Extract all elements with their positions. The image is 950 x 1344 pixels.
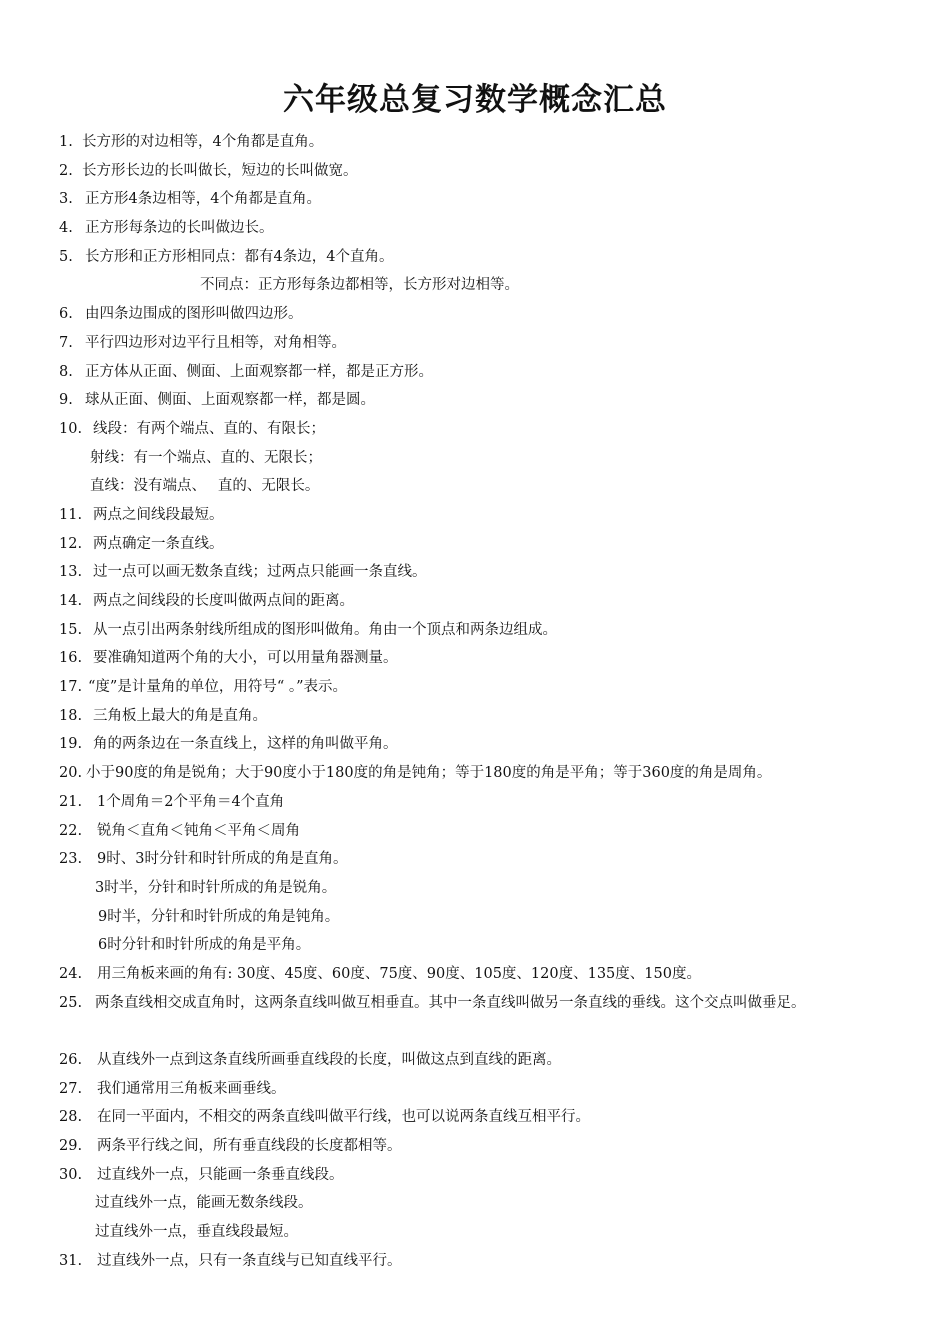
list-item — [0, 931, 950, 960]
list-item — [0, 1189, 950, 1218]
item-text: 正方体从正面、侧面、上面观察都一样，都是正方形。 — [85, 363, 433, 380]
item-text: 锐角＜直角＜钝角＜平角＜周角 — [97, 822, 300, 839]
item-text: 不同点：正方形每条边都相等，长方形对边相等。 — [200, 277, 519, 294]
item-text: 3时半，分针和时针所成的角是锐角。 — [95, 879, 337, 896]
item-text: 长方形长边的长叫做长，短边的长叫做宽。 — [82, 162, 358, 179]
list-item — [0, 243, 950, 272]
list-item — [0, 472, 950, 501]
list-item — [0, 386, 950, 415]
item-text: 9时半，分针和时针所成的角是钝角。 — [98, 908, 340, 925]
item-text: 小于90度的角是锐角；大于90度小于180度的角是钝角；等于180度的角是平角；等于360度的角是周角。 — [86, 765, 772, 782]
list-item — [0, 1075, 950, 1104]
list-item — [0, 501, 950, 530]
item-text: 两点之间线段最短。 — [93, 506, 224, 523]
list-item — [0, 1103, 950, 1132]
list-item — [0, 1046, 950, 1075]
list-item — [0, 759, 950, 788]
list-item — [0, 960, 950, 989]
item-number: 12. — [59, 535, 83, 552]
item-number: 7. — [59, 334, 73, 351]
list-item — [0, 616, 950, 645]
list-item — [0, 185, 950, 214]
item-number: 21. — [59, 793, 83, 810]
item-text: 平行四边形对边平行且相等，对角相等。 — [85, 334, 346, 351]
list-item — [0, 644, 950, 673]
list-item — [0, 1161, 950, 1190]
item-number: 27. — [59, 1080, 83, 1097]
item-number: 19. — [59, 736, 83, 753]
list-item — [0, 702, 950, 731]
list-item — [0, 329, 950, 358]
list-item — [0, 558, 950, 587]
item-text: 射线：有一个端点、直的、无限长； — [90, 449, 322, 466]
item-text: 9时、3时分针和时针所成的角是直角。 — [97, 851, 348, 868]
item-number: 8. — [59, 363, 73, 380]
item-text: 过一点可以画无数条直线；过两点只能画一条直线。 — [93, 564, 427, 581]
item-text: 两点之间线段的长度叫做两点间的距离。 — [93, 593, 354, 609]
list-item — [0, 1247, 950, 1276]
item-text: 两点确定一条直线。 — [93, 535, 224, 552]
item-number: 10. — [59, 420, 83, 437]
item-text: 正方形每条边的长叫做边长。 — [85, 220, 274, 237]
list-item — [0, 788, 950, 817]
list-item — [0, 989, 950, 1046]
item-text: 过直线外一点，只有一条直线与已知直线平行。 — [97, 1252, 402, 1269]
list-item — [0, 673, 950, 702]
list-item — [0, 903, 950, 932]
item-number: 3. — [59, 191, 73, 208]
list-item — [0, 444, 950, 473]
item-number: 24. — [59, 965, 83, 982]
item-text: 过直线外一点，能画无数条线段。 — [95, 1195, 313, 1212]
item-text: 由四条边围成的图形叫做四边形。 — [85, 306, 303, 323]
list-item — [0, 271, 950, 300]
list-item — [0, 300, 950, 329]
list-item — [0, 1218, 950, 1247]
list-item — [0, 817, 950, 846]
item-text: 我们通常用三角板来画垂线。 — [97, 1080, 286, 1097]
item-number: 20. — [59, 765, 83, 782]
list-item — [0, 845, 950, 874]
item-text: 三角板上最大的角是直角。 — [93, 707, 267, 724]
list-item — [0, 157, 950, 186]
concept-list — [0, 128, 950, 1276]
list-item — [0, 415, 950, 444]
item-number: 5. — [59, 248, 73, 265]
item-number: 6. — [59, 306, 73, 323]
item-text: 正方形4条边相等，4个角都是直角。 — [85, 191, 321, 208]
item-number: 4. — [59, 220, 73, 237]
item-text: 长方形的对边相等，4个角都是直角。 — [82, 134, 324, 150]
item-number: 16. — [59, 650, 83, 667]
item-number: 15. — [59, 621, 83, 638]
item-number: 25. — [59, 994, 83, 1011]
list-item — [0, 214, 950, 243]
list-item — [0, 587, 950, 616]
item-number: 18. — [59, 707, 83, 724]
item-number: 26. — [59, 1052, 83, 1069]
item-text: 从直线外一点到这条直线所画垂直线段的长度，叫做这点到直线的距离。 — [97, 1052, 561, 1069]
item-text: 过直线外一点，垂直线段最短。 — [95, 1224, 298, 1241]
item-number: 28. — [59, 1109, 83, 1126]
item-text: 球从正面、侧面、上面观察都一样，都是圆。 — [85, 392, 375, 409]
item-text: 线段：有两个端点、直的、有限长； — [93, 420, 325, 437]
list-item — [0, 874, 950, 903]
item-number: 2. — [59, 162, 73, 179]
item-text: 两条平行线之间，所有垂直线段的长度都相等。 — [97, 1138, 402, 1155]
item-number: 29. — [59, 1138, 83, 1155]
item-text: 从一点引出两条射线所组成的图形叫做角。角由一个顶点和两条边组成。 — [93, 621, 557, 638]
item-text: 要准确知道两个角的大小，可以用量角器测量。 — [93, 650, 398, 667]
item-text: 过直线外一点，只能画一条垂直线段。 — [97, 1166, 344, 1183]
list-item — [0, 128, 950, 157]
item-number: 9. — [59, 392, 73, 409]
item-text: 长方形和正方形相同点：都有4条边，4个直角。 — [85, 248, 394, 265]
item-number: 13. — [59, 564, 83, 581]
item-text: “度”是计量角的单位，用符号“ 。”表示。 — [88, 679, 348, 696]
item-number: 11. — [59, 506, 83, 523]
list-item — [0, 530, 950, 559]
item-text: 6时分针和时针所成的角是平角。 — [98, 937, 311, 954]
item-text: 直线：没有端点、 直的、无限长。 — [90, 478, 320, 495]
item-number: 14. — [59, 593, 83, 609]
document-title: 六年级总复习数学概念汇总 — [283, 82, 667, 118]
item-number: 30. — [59, 1166, 83, 1183]
item-number: 31. — [59, 1252, 83, 1269]
item-number: 23. — [59, 851, 83, 868]
item-text: 1个周角＝2个平角＝4个直角 — [97, 793, 285, 810]
item-text: 在同一平面内，不相交的两条直线叫做平行线，也可以说两条直线互相平行。 — [97, 1109, 590, 1126]
item-text: 两条直线相交成直角时，这两条直线叫做互相垂直。其中一条直线叫做另一条直线的垂线。这个交点叫做垂足。 — [95, 994, 806, 1011]
item-number: 1. — [59, 134, 73, 150]
list-item — [0, 730, 950, 759]
list-item — [0, 1132, 950, 1161]
item-text: 角的两条边在一条直线上，这样的角叫做平角。 — [93, 736, 398, 753]
item-text: 用三角板来画的角有: 30度、45度、60度、75度、90度、105度、120度、135度、150度。 — [97, 965, 701, 982]
item-number: 17. — [59, 679, 83, 696]
item-number: 22. — [59, 822, 83, 839]
list-item — [0, 358, 950, 387]
